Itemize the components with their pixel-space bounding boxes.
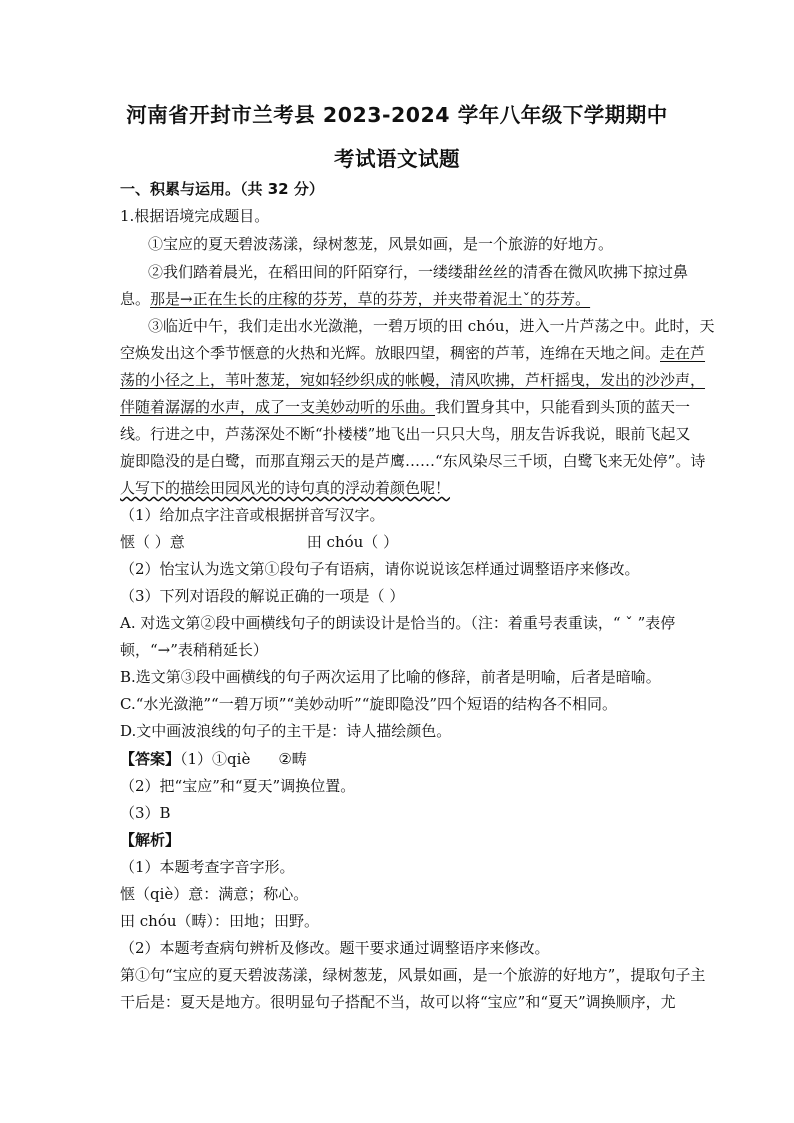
answer-1a: （1）①qiè (180, 750, 251, 768)
paragraph-2-line1: ②我们踏着晨光，在稻田间的阡陌穿行，一缕缕甜丝丝的清香在微风吹拂下掠过鼻 (148, 263, 689, 281)
paragraph-3-line4 (120, 396, 691, 418)
doc-title-line2: 考试语文试题 (334, 147, 460, 171)
subquestion-3: （3）下列对语段的解说正确的一项是（ ） (120, 587, 405, 605)
paragraph-2-lead: 息。 (120, 290, 151, 308)
underlined-sentence-p3-start: 走在芦 (660, 344, 706, 362)
paragraph-2-line2 (120, 288, 680, 310)
paragraph-3-line5: 线。行进之中，芦荡深处不断“扑楼楼”地飞出一只只大鸟，朋友告诉我说，眼前飞起又 (120, 425, 691, 443)
wavy-underlined-sentence: 人写下的描绘田园风光的诗句真的浮动着颜色呢！ (120, 479, 451, 497)
analysis-line3: 田 chóu（畴）：田地；田野。 (120, 912, 320, 930)
blank-qie: 惬（ ）意 (120, 533, 185, 551)
paragraph-1: ①宝应的夏天碧波荡漾，绿树葱茏，风景如画，是一个旅游的好地方。 (148, 235, 614, 253)
question-prompt: 1.根据语境完成题目。 (120, 207, 270, 225)
paragraph-3-line1: ③临近中午，我们走出水光潋滟，一碧万顷的田 chóu，进入一片芦荡之中。此时，天 (148, 317, 715, 335)
paragraph-3-line6: 旋即隐没的是白鹭，而那直翔云天的是芦鹰……“东风染尽三千顷，白鹭飞来无处停”。诗 (120, 452, 706, 470)
doc-title-line1: 河南省开封市兰考县 2023-2024 学年八年级下学期期中 (126, 103, 668, 127)
underlined-sentence-p3-middle: 荡的小径之上，苇叶葱茏，宛如轻纱织成的帐幔，清风吹拂，芦杆摇曳，发出的沙沙声， (120, 371, 706, 389)
answer-1b: ②畴 (278, 750, 307, 768)
option-a-line2: 顿，“→”表稍稍延长） (120, 641, 268, 659)
blank-chou: 田 chóu（ ） (306, 533, 399, 551)
analysis-line4: （2）本题考查病句辨析及修改。题干要求通过调整语序来修改。 (120, 939, 550, 957)
paragraph-3-text: 空焕发出这个季节惬意的火热和光辉。放眼四望，稠密的芦苇，连绵在天地之间。 (120, 344, 661, 362)
analysis-label: 【解析】 (120, 831, 181, 849)
option-d: D.文中画波浪线的句子的主干是：诗人描绘颜色。 (120, 722, 452, 740)
option-a-line1: A. 对选文第②段中画横线句子的朗读设计是恰当的。（注：着重号表重读，“ ˇ ”表停 (120, 614, 676, 632)
subquestion-2: （2）怡宝认为选文第①段句子有语病，请你说说该怎样通过调整语序来修改。 (120, 560, 640, 578)
answer-label: 【答案】 (120, 750, 181, 768)
subquestion-1: （1）给加点字注音或根据拼音写汉字。 (120, 506, 385, 524)
section-heading: 一、积累与运用。（共 32 分） (120, 180, 324, 198)
paragraph-3-continuation: 我们置身其中，只能看到头顶的蓝天一 (435, 398, 691, 416)
analysis-line6: 干后是：夏天是地方。很明显句子搭配不当，故可以将“宝应”和“夏天”调换顺序，尤 (120, 993, 676, 1011)
option-c: C.“水光潋滟”“一碧万顷”“美妙动听”“旋即隐没”四个短语的结构各不相同。 (120, 695, 618, 713)
answer-2: （2）把“宝应”和“夏天”调换位置。 (120, 777, 356, 795)
analysis-line1: （1）本题考查字音字形。 (120, 858, 295, 876)
underlined-sentence-p2: 那是→正在生长的庄稼的芬芳，草的芬芳，并夹带着泥土ˇ的芬芳。 (150, 290, 591, 308)
analysis-line2: 惬（qiè）意：满意；称心。 (120, 885, 309, 903)
answer-line1 (120, 748, 680, 770)
answer-3: （3）B (120, 804, 171, 822)
paragraph-3-line2 (120, 342, 706, 364)
analysis-line5: 第①句“宝应的夏天碧波荡漾，绿树葱茏，风景如画，是一个旅游的好地方”，提取句子主 (120, 966, 706, 984)
underlined-sentence-p3-end: 伴随着潺潺的水声，成了一支美妙动听的乐曲。 (120, 398, 436, 416)
option-b: B.选文第③段中画横线的句子两次运用了比喻的修辞，前者是明喻，后者是暗喻。 (120, 668, 661, 686)
subquestion-1-blanks (120, 531, 680, 553)
